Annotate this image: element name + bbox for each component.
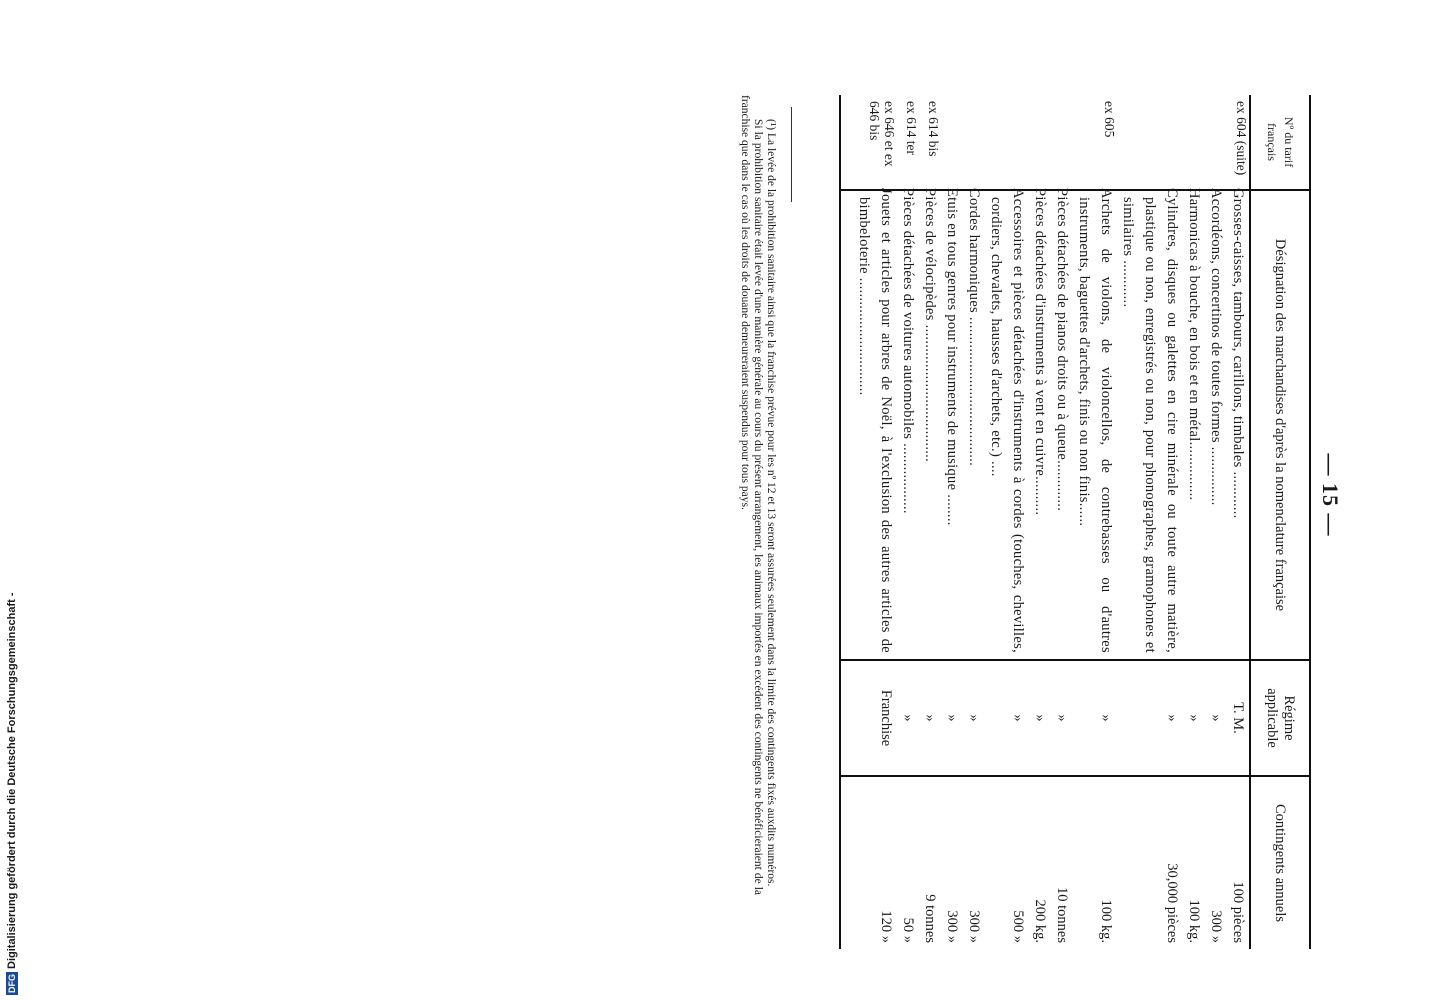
cell-regime: » (1205, 660, 1227, 776)
cell-regime: » (941, 660, 963, 776)
table-row (897, 95, 919, 949)
footnote (738, 95, 777, 895)
dfg-logo: DFG (7, 974, 17, 993)
cell-regime: Franchise (840, 660, 897, 776)
cell-tariff-number: ex 614 ter (904, 101, 919, 155)
cell-tariff-number (1117, 95, 1183, 190)
cell-regime: » (1051, 660, 1073, 776)
cell-contingent: 500 » (985, 776, 1029, 949)
cell-regime: » (963, 660, 985, 776)
footnote-paragraph: Si la prohibition sanitaire était levée d'une manière générale au cours du présent arrangement, les animaux importés en excédent des contingents ne bénéficieraient de la franchise que dans le cas où les droits de douane demeureraient suspendus pour tous pays. (739, 95, 764, 895)
table-row (1073, 95, 1117, 949)
funding-notice-text: Digitalisierung gefördert durch die Deutsche Forschungsgemeinschaft - (6, 592, 18, 969)
cell-regime: » (1029, 660, 1051, 776)
cell-designation: Pièces détachées d'instruments à vent en cuivre.......... (1029, 190, 1051, 660)
table-row (1183, 95, 1205, 949)
tariff-quota-table (839, 95, 1311, 949)
cell-contingent: 300 » (1205, 776, 1227, 949)
table-row (1117, 95, 1183, 949)
cell-contingent: 10 tonnes (1051, 776, 1073, 949)
footnote-separator (791, 107, 792, 202)
funding-notice (2, 592, 22, 995)
cell-tariff-number: ex 614 bis (926, 101, 941, 157)
table-row (985, 95, 1029, 949)
cell-regime: » (1117, 660, 1183, 776)
cell-tariff-number (941, 95, 963, 190)
header-contingents: Contingents annuels (1250, 776, 1310, 949)
cell-tariff-number: ex 604 (suite) (1234, 101, 1249, 176)
cell-contingent: 9 tonnes (919, 776, 941, 949)
table-row (1051, 95, 1073, 949)
cell-regime: » (1183, 660, 1205, 776)
rotated-document-page (605, 95, 1345, 943)
cell-regime: » (1073, 660, 1117, 776)
cell-contingent: 100 pièces (1227, 776, 1250, 949)
cell-designation: Pièces détachées de voitures automobiles .................. (897, 190, 919, 660)
table-row (1205, 95, 1227, 949)
header-tariff-number: Nº du tarif français (1265, 116, 1296, 168)
cell-regime: » (919, 660, 941, 776)
cell-contingent: 30,000 pièces (1117, 776, 1183, 949)
cell-contingent: 200 kg. (1029, 776, 1051, 949)
cell-regime: » (897, 660, 919, 776)
cell-tariff-number (1205, 95, 1227, 190)
cell-tariff-number (1051, 95, 1073, 190)
table-row (941, 95, 963, 949)
cell-regime: » (985, 660, 1029, 776)
cell-designation: Cylindres, disques ou galettes en cire minérale ou toute autre matière, plastique ou non, enregistrés ou non, pour phonographes, gramophones et similaires ............ (1117, 190, 1183, 660)
cell-designation: Accessoires et pièces détachées d'instruments à cordes (touches, chevilles, cordiers, chevalets, hausses d'archets, etc.) .... (985, 190, 1029, 660)
cell-contingent: 120 » (840, 776, 897, 949)
table-row (840, 95, 897, 949)
cell-tariff-number (985, 95, 1029, 190)
cell-tariff-number: ex 605 (1102, 101, 1117, 138)
header-regime: Régime applicable (1250, 660, 1310, 776)
cell-tariff-number (1183, 95, 1205, 190)
cell-contingent: 300 » (963, 776, 985, 949)
cell-designation: Grosses-caisses, tambours, carillons, timbales ............ (1227, 190, 1250, 660)
cell-contingent: 300 » (941, 776, 963, 949)
cell-tariff-number: ex 646 et ex 646 bis (840, 95, 897, 190)
cell-designation: Archets de violons, de violoncellos, de contrebasses ou d'autres instruments, baguettes d'archets, finis ou non finis...... (1073, 190, 1117, 660)
table-row (919, 95, 941, 949)
cell-contingent: 50 » (897, 776, 919, 949)
cell-designation: Cordes harmoniques ...................................... (963, 190, 985, 660)
footnote-paragraph: (¹) La levée de la prohibition sanitaire ainsi que la franchise prévue pour les nº 12 et 13 seront assurées seulement dans la limite des contingents fixés auxdits numéros. (765, 119, 777, 887)
cell-designation: Pièces détachées de pianos droits ou à queue............. (1051, 190, 1073, 660)
cell-designation: Pièces de vélocipèdes ................................... (919, 190, 941, 660)
table-header-row (1250, 95, 1310, 949)
cell-designation: Harmonicas à bouche, en bois et en métal............... (1183, 190, 1205, 660)
cell-designation: Jouets et articles pour arbres de Noël, à l'exclusion des autres articles de bimbeloterie .............................. (840, 190, 897, 660)
cell-designation: Accordéons, concertinos de toutes formes ............... (1205, 190, 1227, 660)
cell-tariff-number (963, 95, 985, 190)
table-row (1227, 95, 1250, 949)
table-row (963, 95, 985, 949)
cell-contingent: 100 kg. (1073, 776, 1117, 949)
cell-contingent: 100 kg. (1183, 776, 1205, 949)
cell-designation: Etuis en tous genres pour instruments de musique ........ (941, 190, 963, 660)
page-number: — 15 — (1318, 453, 1343, 537)
cell-tariff-number (1029, 95, 1051, 190)
header-designation: Désignation des marchandises d'après la nomenclature française (1250, 190, 1310, 660)
table-row (1029, 95, 1051, 949)
cell-regime: T. M. (1227, 660, 1250, 776)
